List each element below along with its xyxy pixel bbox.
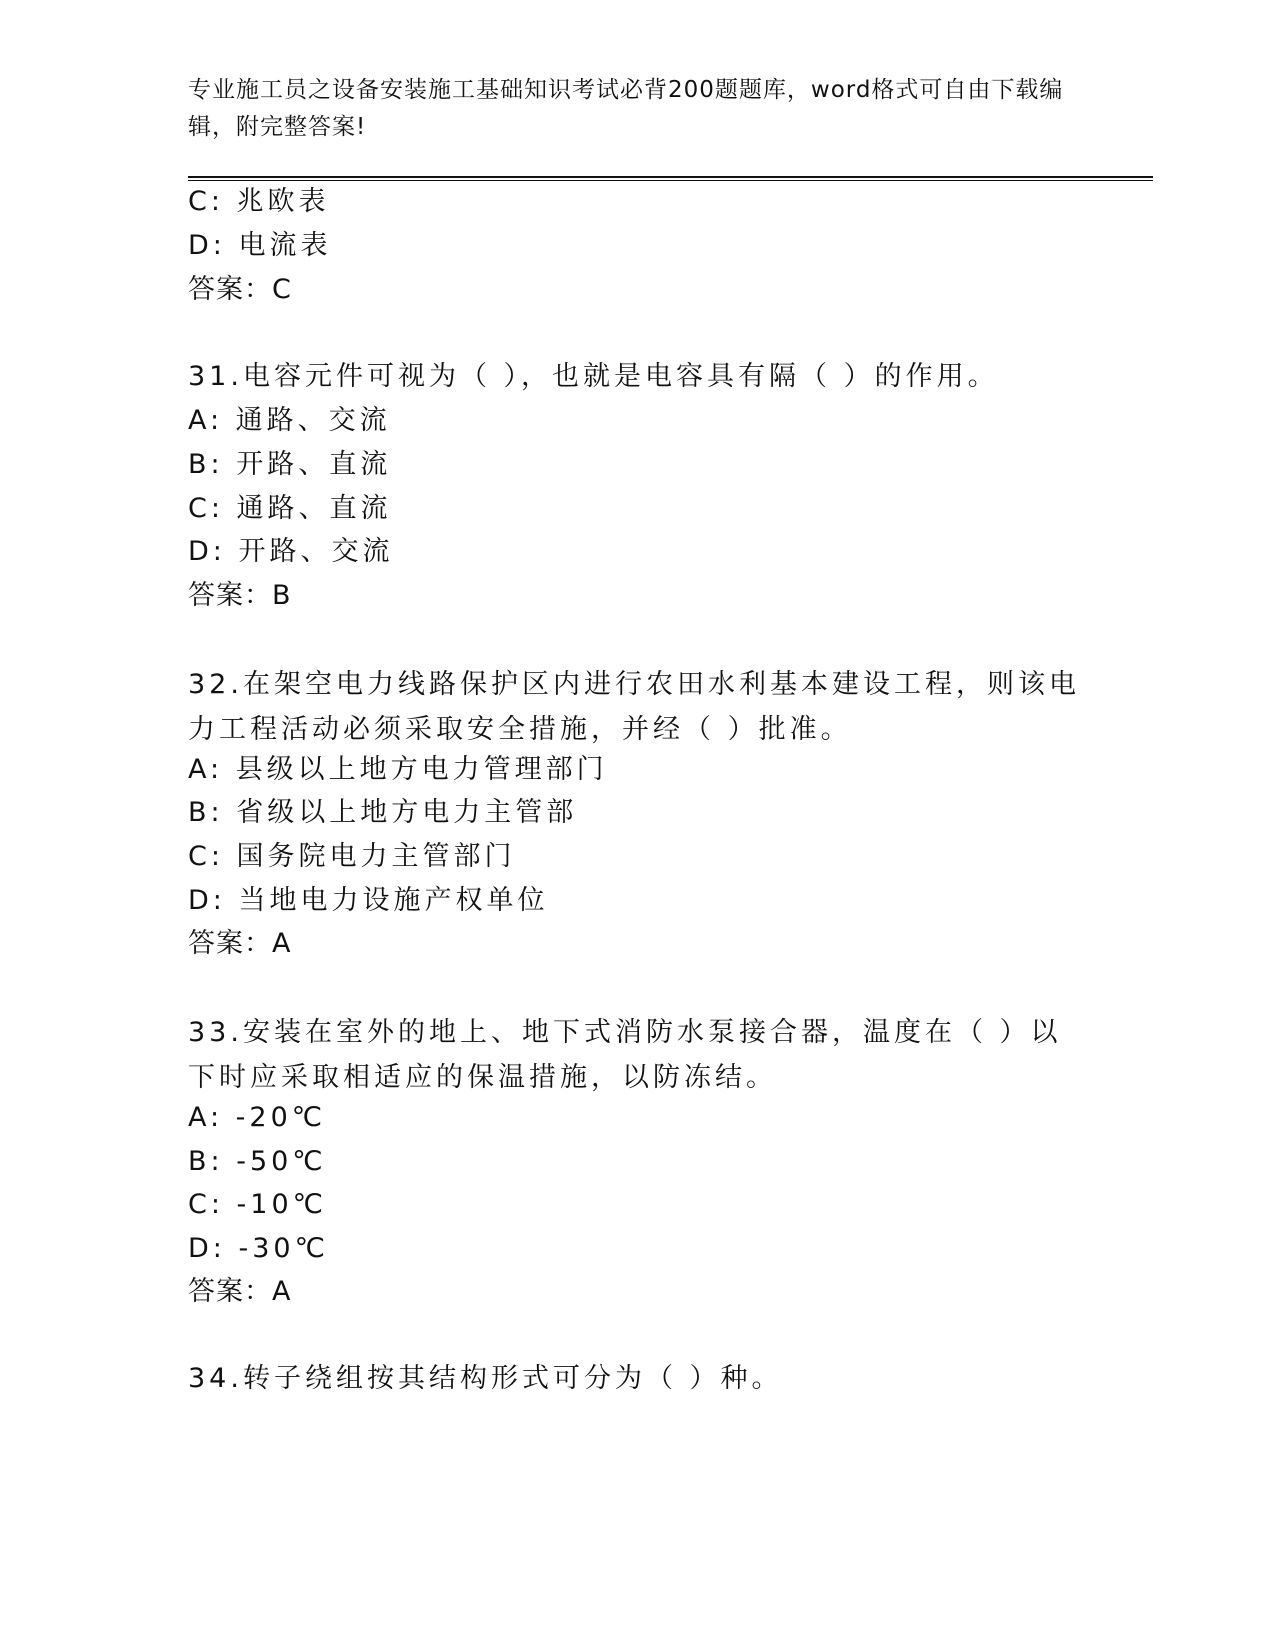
q32-option-d: D: 当地电力设施产权单位 xyxy=(188,885,549,916)
q32-option-c: C: 国务院电力主管部门 xyxy=(188,841,516,872)
q33-answer: 答案：A xyxy=(188,1276,292,1307)
q33-option-c: C: -10℃ xyxy=(188,1189,327,1220)
q31-option-d: D: 开路、交流 xyxy=(188,536,394,567)
q32-option-a: A: 县级以上地方电力管理部门 xyxy=(188,754,608,785)
q31-stem: 31.电容元件可视为（ ），也就是电容具有隔（ ）的作用。 xyxy=(188,361,999,392)
q34-stem: 34.转子绕组按其结构形式可分为（ ）种。 xyxy=(188,1363,783,1394)
q31-answer: 答案：B xyxy=(188,580,292,611)
q33-stem: 33.安装在室外的地上、地下式消防水泵接合器，温度在（ ）以下时应采取相适应的保温措施，以防冻结。 xyxy=(188,1017,1062,1093)
q32-stem: 32.在架空电力线路保护区内进行农田水利基本建设工程，则该电力工程活动必须采取安全措施，并经（ ）批准。 xyxy=(188,669,1080,745)
q31-option-c: C: 通路、直流 xyxy=(188,493,392,524)
q30-option-c: C: 兆欧表 xyxy=(188,186,330,217)
q33-option-b: B: -50℃ xyxy=(188,1146,327,1177)
header-rule-thin xyxy=(188,180,1153,181)
q32-answer: 答案：A xyxy=(188,928,292,959)
q33-option-d: D: -30℃ xyxy=(188,1233,329,1264)
q33-option-a: A: -20℃ xyxy=(188,1102,327,1133)
q30-answer: 答案：C xyxy=(188,274,292,305)
q31-option-a: A: 通路、交流 xyxy=(188,405,391,436)
header-double-rule xyxy=(188,176,1153,181)
header-rule-thick xyxy=(188,176,1153,178)
q31-option-b: B: 开路、直流 xyxy=(188,449,392,480)
q30-option-d: D: 电流表 xyxy=(188,230,332,261)
document-header: 专业施工员之设备安装施工基础知识考试必背200题题库，word格式可自由下载编辑，附完整答案! xyxy=(188,77,1064,140)
q32-option-b: B: 省级以上地方电力主管部 xyxy=(188,797,578,828)
